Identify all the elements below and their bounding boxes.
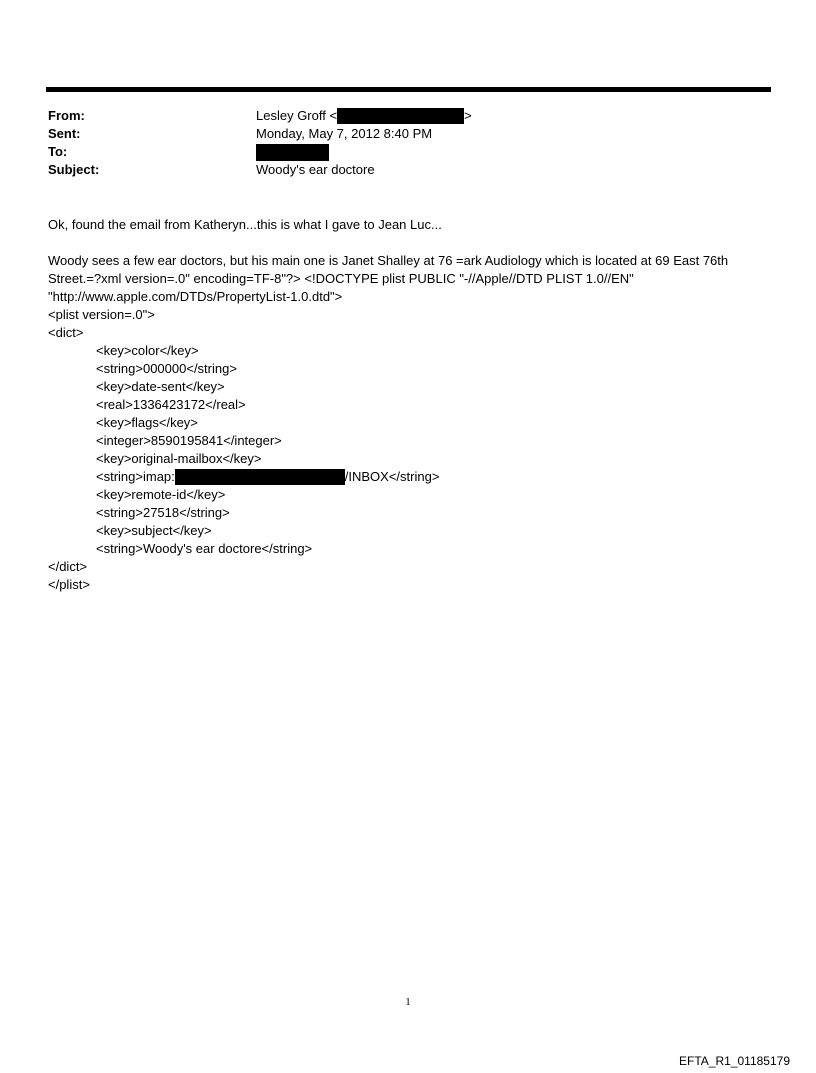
subject-value: Woody's ear doctore [256,162,375,177]
from-name: Lesley Groff < [256,108,338,123]
plist-line: <integer>8590195841</integer> [96,433,282,448]
plist-imap-line [48,468,770,486]
plist-line: <key>original-mailbox</key> [96,451,262,466]
from-value [256,107,472,125]
plist-open: <plist version=.0"> [48,307,155,322]
subject-row [48,161,748,179]
plist-line: <key>subject</key> [96,523,212,538]
redacted-recipient [256,144,329,161]
to-label: To: [48,144,68,159]
to-row [48,143,748,161]
body-line: Street.=?xml version=.0" encoding=TF-8"?> <!DOCTYPE plist PUBLIC "-//Apple//DTD PLIST 1.0//EN" [48,271,634,286]
sent-row [48,125,748,143]
from-row [48,107,748,125]
imap-prefix: <string>imap: [96,469,175,484]
email-header [48,107,748,179]
redacted-mailbox [175,469,345,485]
dict-open: <dict> [48,325,84,340]
body-intro: Ok, found the email from Katheryn...this is what I gave to Jean Luc... [48,217,442,232]
sent-label: Sent: [48,126,81,141]
plist-line: <string>27518</string> [96,505,230,520]
plist-line: <string>000000</string> [96,361,237,376]
document-id: EFTA_R1_01185179 [679,1054,790,1068]
plist-line: <real>1336423172</real> [96,397,246,412]
plist-line: <key>flags</key> [96,415,198,430]
email-body [48,216,770,594]
from-label: From: [48,108,85,123]
subject-label: Subject: [48,162,100,177]
from-close: > [464,108,472,123]
to-value [256,143,329,161]
header-rule [46,87,771,92]
body-line: Woody sees a few ear doctors, but his main one is Janet Shalley at 76 =ark Audiology which is located at 69 East 76th [48,253,729,268]
plist-line: <key>remote-id</key> [96,487,226,502]
body-line: "http://www.apple.com/DTDs/PropertyList-1.0.dtd"> [48,289,343,304]
page-number: 1 [405,996,411,1008]
plist-line: <key>date-sent</key> [96,379,225,394]
redacted-email-address [337,108,464,124]
plist-close: </plist> [48,577,90,592]
plist-line: <string>Woody's ear doctore</string> [96,541,313,556]
imap-suffix: /INBOX</string> [344,469,440,484]
dict-close: </dict> [48,559,88,574]
sent-value: Monday, May 7, 2012 8:40 PM [256,126,433,141]
plist-line: <key>color</key> [96,343,199,358]
